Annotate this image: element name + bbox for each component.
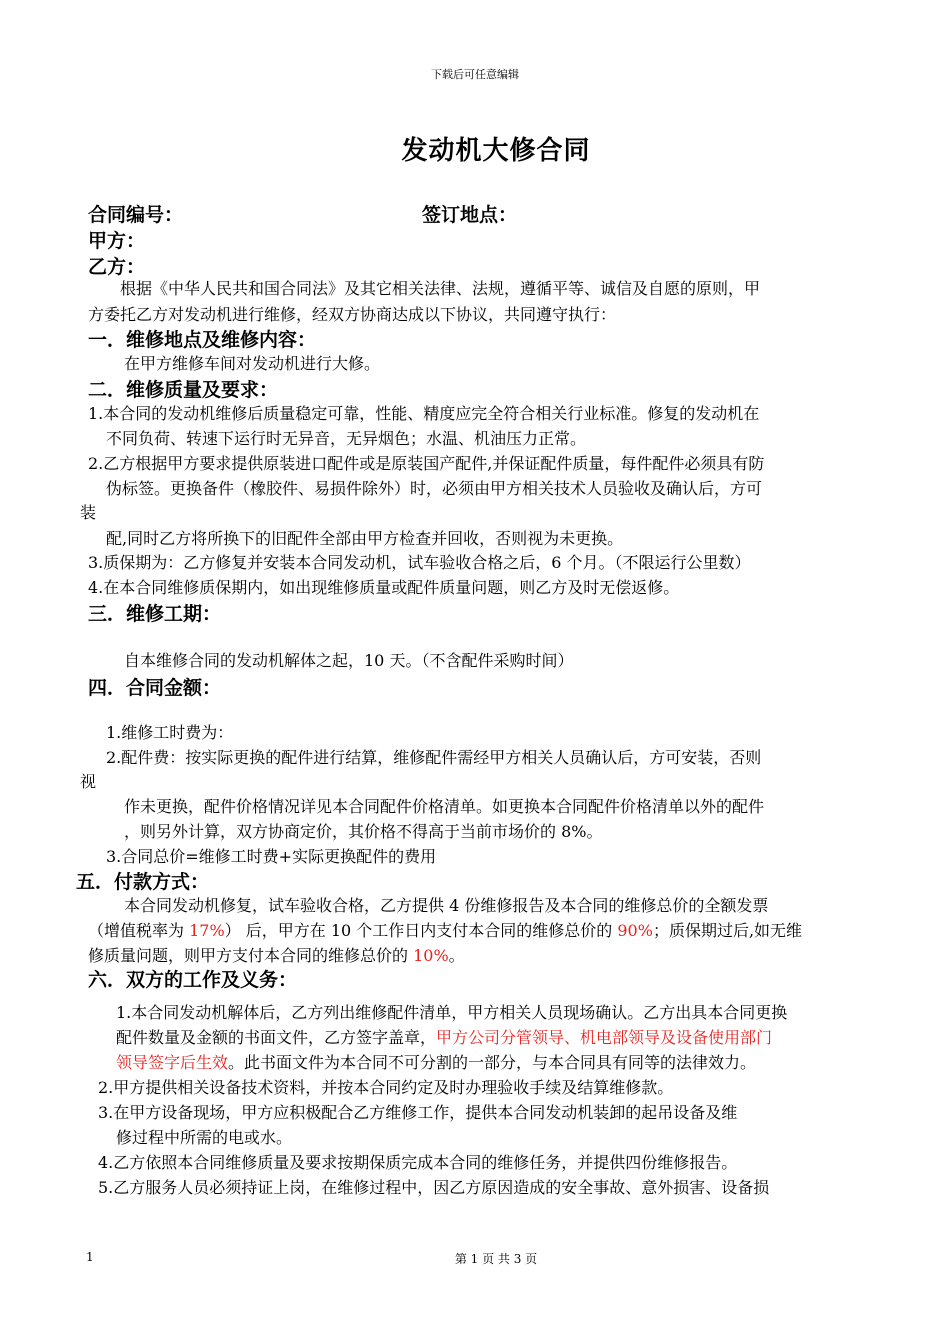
text-span: 。: [448, 946, 465, 965]
section-2-line: 4.在本合同维修质保期内，如出现维修质量或配件质量问题，则乙方及时无偿返修。: [88, 578, 680, 597]
section-5-line-2: [88, 918, 802, 941]
section-6-line: 4.乙方依照本合同维修质量及要求按期保质完成本合同的维修任务，并提供四份维修报告。: [98, 1153, 738, 1172]
document-title: 发动机大修合同: [401, 136, 591, 166]
contract-number-label: 合同编号：: [88, 204, 184, 226]
section-4-line: 作未更换，配件价格情况详见本合同配件价格清单。如更换本合同配件价格清单以外的配件: [124, 797, 765, 816]
section-4-line: 1.维修工时费为：: [106, 723, 234, 742]
section-2-line: 1.本合同的发动机维修后质量稳定可靠，性能、精度应完全符合相关行业标准。修复的发动机在: [88, 404, 760, 423]
section-2-title: 二．维修质量及要求：: [88, 379, 279, 401]
section-4-title: 四．合同金额：: [88, 677, 222, 699]
text-span: 配件数量及金额的书面文件，乙方签字盖章，: [116, 1028, 437, 1047]
section-2-line: 装: [80, 503, 97, 522]
text-span: 修质量问题，则甲方支付本合同的维修总价的: [88, 946, 414, 965]
section-5-line-3: [88, 943, 465, 966]
section-1-text: 在甲方维修车间对发动机进行大修。: [124, 354, 381, 373]
party-b-label: 乙方：: [88, 256, 146, 278]
section-5-title: 五．付款方式：: [76, 871, 210, 893]
header-note: 下载后可任意编辑: [431, 68, 519, 81]
text-span: 。此书面文件为本合同不可分割的一部分，与本合同具有同等的法律效力。: [228, 1053, 757, 1072]
section-2-line: 3.质保期为：乙方修复并安装本合同发动机，试车验收合格之后，6 个月。（不限运行公里数）: [88, 553, 751, 572]
text-span: ；质保期过后,如无维: [652, 921, 803, 940]
section-2-line: 伪标签。更换备件（橡胶件、易损件除外）时，必须由甲方相关技术人员验收及确认后，方可: [106, 479, 763, 498]
section-6-line: 修过程中所需的电或水。: [116, 1128, 293, 1147]
footer-page-marker: 1: [86, 1250, 94, 1264]
section-4-line: 2.配件费：按实际更换的配件进行结算，维修配件需经甲方相关人员确认后，方可安装，否则: [106, 748, 762, 767]
section-2-line: 不同负荷、转速下运行时无异音，无异烟色；水温、机油压力正常。: [106, 429, 587, 448]
section-6-line: 5.乙方服务人员必须持证上岗，在维修过程中，因乙方原因造成的安全事故、意外损害、设备损: [98, 1178, 770, 1197]
final-payment-percent: 10%: [413, 946, 449, 965]
section-3-text: 自本维修合同的发动机解体之起，10 天。（不含配件采购时间）: [124, 651, 574, 670]
section-6-title: 六．双方的工作及义务：: [88, 969, 298, 991]
section-6-line: [116, 1025, 772, 1048]
section-2-line: 2.乙方根据甲方要求提供原装进口配件或是原装国产配件,并保证配件质量，每件配件必须具有防: [88, 454, 765, 473]
section-2-line: 配,同时乙方将所换下的旧配件全部由甲方检查并回收，否则视为未更换。: [106, 529, 624, 548]
sign-place-label: 签订地点：: [422, 204, 518, 226]
text-span: ） 后，甲方在 10 个工作日内支付本合同的维修总价的: [224, 921, 618, 940]
intro-line-2: 方委托乙方对发动机进行维修，经双方协商达成以下协议，共同遵守执行：: [88, 305, 617, 324]
section-3-title: 三．维修工期：: [88, 603, 222, 625]
section-6-line: [116, 1050, 756, 1073]
payment-percent: 90%: [617, 921, 653, 940]
party-a-label: 甲方：: [88, 230, 146, 252]
tax-rate: 17%: [189, 921, 225, 940]
section-5-line-1: 本合同发动机修复，试车验收合格，乙方提供 4 份维修报告及本合同的维修总价的全额发票: [124, 896, 769, 915]
footer-page-number: 第 1 页 共 3 页: [454, 1252, 538, 1266]
section-6-line: 1.本合同发动机解体后，乙方列出维修配件清单，甲方相关人员现场确认。乙方出具本合同更换: [116, 1003, 788, 1022]
highlight-text: 领导签字后生效: [116, 1053, 229, 1072]
intro-line-1: 根据《中华人民共和国合同法》及其它相关法律、法规，遵循平等、诚信及自愿的原则，甲: [120, 279, 761, 298]
section-4-line: 视: [80, 772, 97, 791]
text-span: （增值税率为: [88, 921, 190, 940]
section-1-title: 一．维修地点及维修内容：: [88, 329, 317, 351]
section-4-line: ，则另外计算，双方协商定价，其价格不得高于当前市场价的 8%。: [124, 822, 603, 841]
section-6-line: 2.甲方提供相关设备技术资料，并按本合同约定及时办理验收手续及结算维修款。: [98, 1078, 674, 1097]
highlight-text: 甲方公司分管领导、机电部领导及设备使用部门: [436, 1028, 773, 1047]
section-4-line: 3.合同总价=维修工时费+实际更换配件的费用: [106, 847, 437, 866]
section-6-line: 3.在甲方设备现场，甲方应积极配合乙方维修工作，提供本合同发动机装卸的起吊设备及维: [98, 1103, 738, 1122]
